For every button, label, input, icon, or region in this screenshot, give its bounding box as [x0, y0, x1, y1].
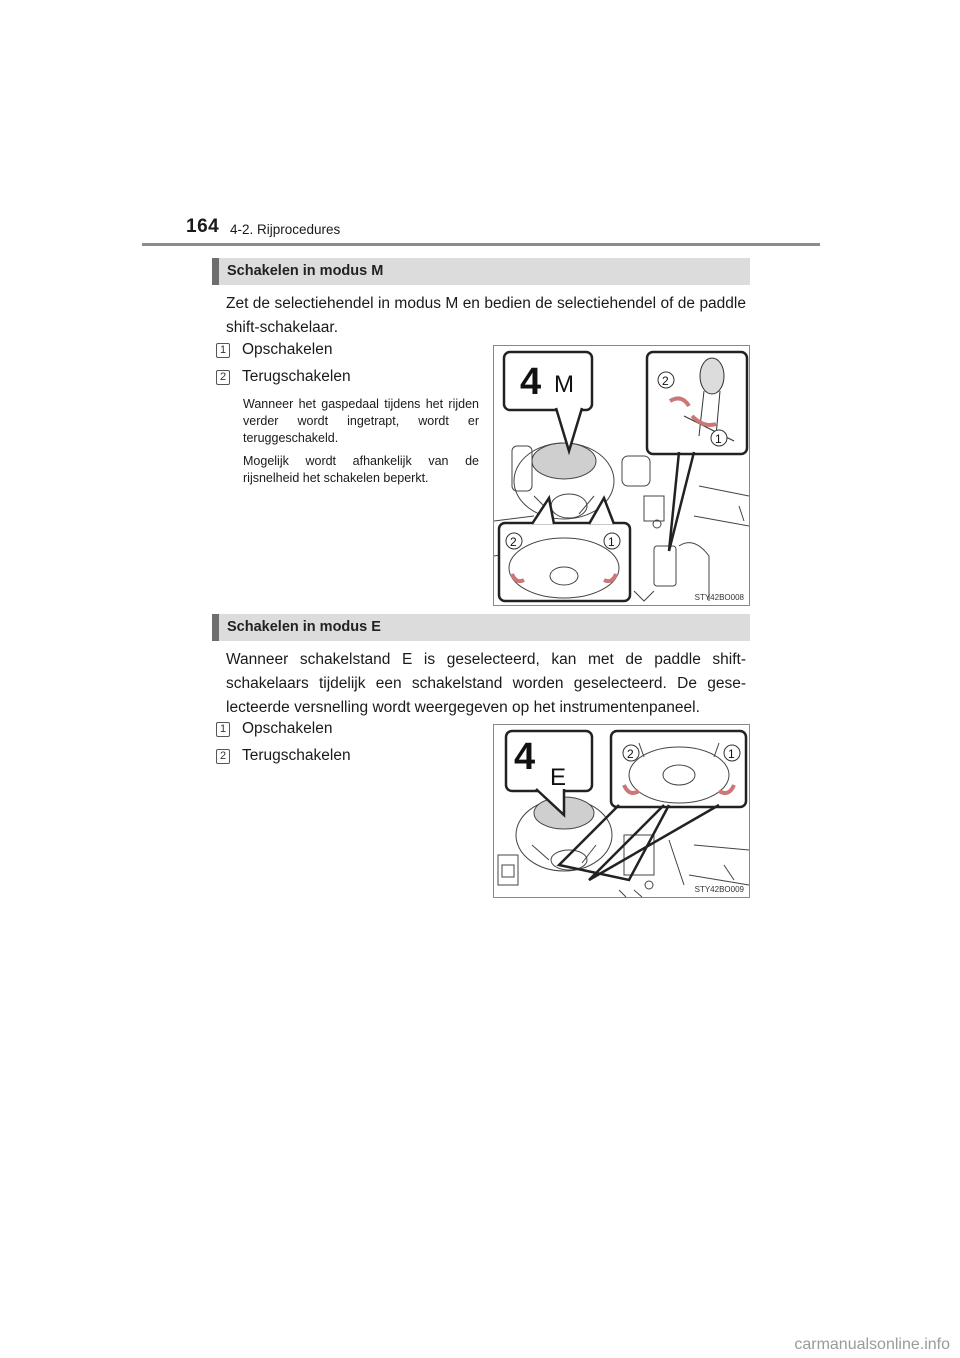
list-item-label: Opschakelen: [242, 720, 333, 737]
note-kickdown: Wanneer het gaspedaal tijdens het rijden verder wordt ingetrapt, wordt er teruggeschakeld.: [243, 397, 479, 445]
figure-mode-m: [493, 345, 750, 606]
figure-mode-e: [493, 724, 750, 898]
number-badge: 1: [216, 343, 230, 358]
number-badge: 1: [216, 722, 230, 737]
callout-number: 2: [627, 747, 634, 761]
list-item-label: Terugschakelen: [242, 368, 351, 385]
illustration-paddle-shifters: [494, 725, 751, 899]
number-badge: 2: [216, 370, 230, 385]
section-intro-mode-e: Wanneer schakelstand E is geselecteerd, kan met de paddle shift-schakelaars tijdelijk een schakelstand worden geselecteerd. De gese-lecteerde versnelling wordt weergegeven op het instrumentenpaneel.: [226, 651, 746, 716]
header-divider: [142, 243, 820, 246]
list-item-label: Terugschakelen: [242, 747, 351, 764]
list-item-label: Opschakelen: [242, 341, 333, 358]
chapter-title: 4-2. Rijprocedures: [230, 222, 341, 237]
callout-number: 1: [728, 747, 735, 761]
callout-number: 2: [662, 374, 669, 388]
callout-number: 1: [608, 535, 615, 549]
note-speed-limit: Mogelijk wordt afhankelijk van de rijsnelheid het schakelen beperkt.: [243, 454, 479, 485]
section-title: Schakelen in modus E: [227, 619, 381, 635]
figure-code: STY42BO009: [694, 885, 744, 894]
section-heading-mode-e: [212, 614, 750, 641]
section-intro-mode-m: Zet de selectiehendel in modus M en bedien de selectiehendel of de paddle shift-schakelaar.: [226, 295, 746, 336]
callout-number: 2: [510, 535, 517, 549]
mode-letter-display: M: [554, 371, 574, 398]
callout-number: 1: [715, 432, 722, 446]
section-title: Schakelen in modus M: [227, 263, 384, 279]
figure-code: STY42BO008: [694, 593, 744, 602]
gear-digit-display: 4: [520, 361, 542, 403]
illustration-shift-lever-and-paddles: [494, 346, 751, 607]
page-number: 164: [186, 216, 220, 237]
mode-letter-display: E: [550, 764, 567, 791]
gear-digit-display: 4: [514, 736, 536, 778]
section-heading-mode-m: [212, 258, 750, 285]
number-badge: 2: [216, 749, 230, 764]
watermark: carmanualsonline.info: [794, 1336, 950, 1353]
